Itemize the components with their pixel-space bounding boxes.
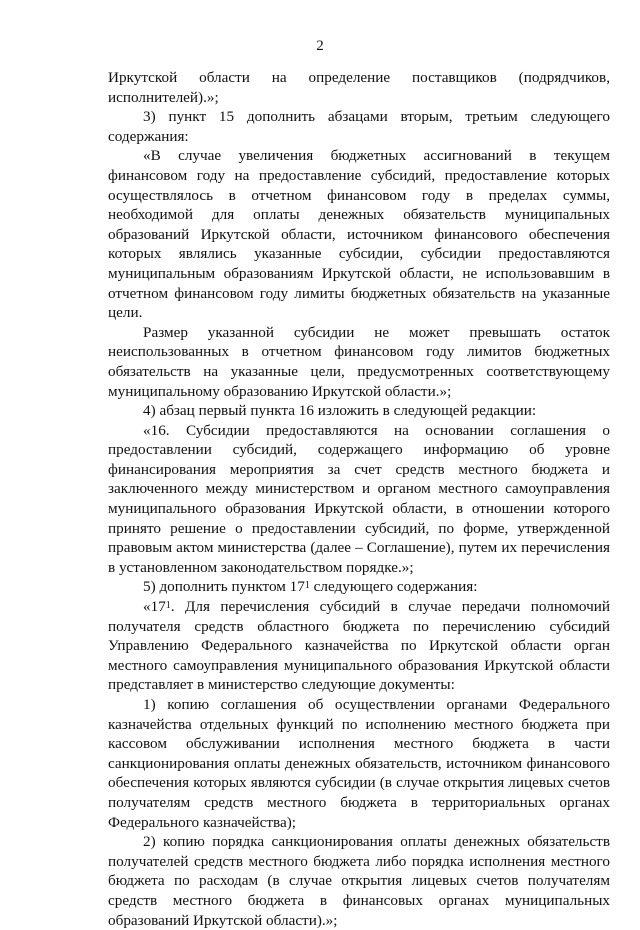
page-number: 2 (316, 38, 324, 54)
paragraph-text: «17 (143, 598, 166, 616)
paragraph-text: «16. Субсидии предоставляются на основании соглашения о предоставлении субсидий, содержащего информацию об уровне финансирования мероприятия за счет средств местного бюджета и заключенного между министерством и органом местного самоуправления муниципального образования Иркутской области, в отношении которого принято решение о предоставлении субсидий, по форме, утвержденной правовым актом министерства (далее – Соглашение), путем их перечисления в установленном законодательством порядке.»; (108, 421, 610, 576)
paragraph-quote-budget-increase (108, 146, 610, 322)
paragraph-item-5 (108, 577, 610, 597)
paragraph-text: 2) копию порядка санкционирования оплаты денежных обязательств получателей средств местного бюджета либо порядка исполнения местного бюджета по расходам (в случае открытия лицевых счетов получателям средств местного бюджета в финансовых органах муниципальных образований Иркутской области).»; (108, 833, 610, 929)
paragraph-point-16 (108, 421, 610, 578)
paragraph-text-after: . Для перечисления субсидий в случае передачи полномочий получателя средств областного бюджета по перечислению субсидий Управлению Федерального казначейства по Иркутской области орган местного самоуправления муниципального образования Иркутской области представляет в министерство следующие документы: (108, 598, 610, 694)
paragraph-point-17-1 (108, 597, 610, 695)
paragraph-text: 3) пункт 15 дополнить абзацами вторым, третьим следующего содержания: (108, 108, 610, 145)
superscript: 1 (304, 580, 310, 592)
paragraph-subsidy-size (108, 323, 610, 401)
paragraph-text-after: следующего содержания: (309, 578, 478, 596)
paragraph-text: 5) дополнить пунктом 17 (143, 578, 305, 596)
paragraph-continuation (108, 68, 610, 107)
paragraph-text: 4) абзац первый пункта 16 изложить в следующей редакции: (143, 402, 537, 420)
paragraph-text: Иркутской области на определение поставщиков (подрядчиков, исполнителей).»; (108, 69, 610, 106)
paragraph-text: «В случае увеличения бюджетных ассигнований в текущем финансовом году на предоставление субсидий, предоставление которых осуществлялось в отчетном финансовом году в пределах суммы, необходимой для оплаты денежных обязательств муниципальных образований Иркутской области, источником финансового обеспечения которых являлись указанные субсидии, субсидии предоставляются муниципальным образованиям Иркутской области, не использовавшим в отчетном финансовом году лимиты бюджетных обязательств на указанные цели. (108, 147, 610, 322)
document-body (108, 68, 610, 930)
paragraph-item-3 (108, 107, 610, 146)
paragraph-text: Размер указанной субсидии не может превышать остаток неиспользованных в отчетном финансовом году лимитов бюджетных обязательств на указанные цели, предусмотренных соответствующему муниципальному образованию Иркутской области.»; (108, 323, 610, 400)
paragraph-item-4 (108, 401, 610, 421)
paragraph-document-1 (108, 695, 610, 832)
superscript: 1 (165, 600, 171, 612)
paragraph-text: 1) копию соглашения об осуществлении органами Федерального казначейства отдельных функций по исполнению местного бюджета при кассовом обслуживании исполнения местного бюджета в части санкционирования оплаты денежных обязательств, источником финансового обеспечения которых являются субсидии (в случае открытия лицевых счетов получателям средств местного бюджета в территориальных органах Федерального казначейства); (108, 696, 610, 831)
paragraph-document-2 (108, 832, 610, 930)
